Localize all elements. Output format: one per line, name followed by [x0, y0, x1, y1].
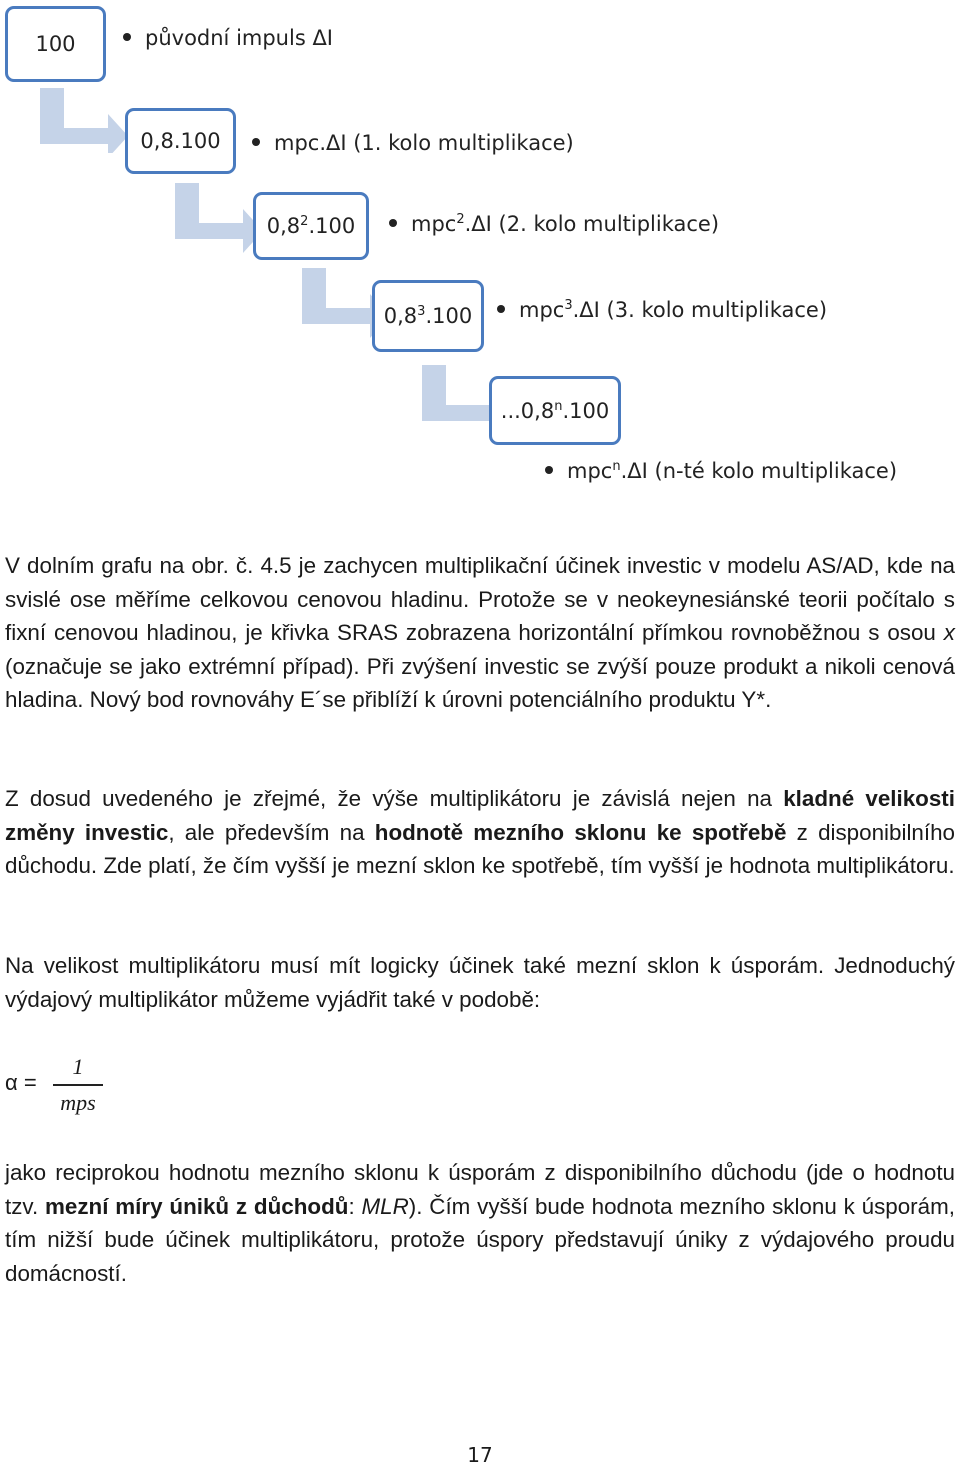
- step-label-2: mpc$^2$.ΔI (2. kolo multiplikace): [389, 212, 719, 236]
- step-box-4: [489, 376, 621, 445]
- step-box-2-text: $0,8^2.100$: [266, 214, 356, 238]
- step-label-4: mpc$^n$.ΔI (n-té kolo multiplikace): [545, 459, 897, 483]
- step-box-1-text: 0,8.100: [140, 129, 221, 153]
- page-number: 17: [467, 1443, 493, 1467]
- formula-fraction: [53, 1052, 103, 1118]
- step-arrow-2: [175, 183, 265, 253]
- paragraph-3: Na velikost multiplikátoru musí mít logicky účinek také mezní sklon k úsporám. Jednoduchý výdajový multiplikátor můžeme vyjádřit také v podobě:: [5, 953, 955, 1012]
- bullet-icon: [252, 138, 260, 146]
- step-box-1: [125, 108, 236, 174]
- paragraph-1: V dolním grafu na obr. č. 4.5 je zachycen multiplikační účinek investic v modelu AS/AD, kde na svislé ose měříme celkovou cenovou hladinu. Protože se v neokeynesiánské teorii počítalo s fixní cenovou hladinou, je křivka SRAS zobrazena horizontální přímkou rovnoběžnou s osou x (označuje se jako extrémní případ). Při zvýšení investic se zvýší pouze produkt a nikoli cenová hladina. Nový bod rovnováhy E´se přiblíží k úrovni potenciálního produktu Y*.: [5, 553, 955, 712]
- step-arrow-1: [40, 88, 130, 153]
- step-box-2: [253, 192, 369, 260]
- bullet-icon: [545, 466, 553, 474]
- step-box-0-text: 100: [35, 32, 76, 56]
- step-box-3-text: $0,8^3.100$: [383, 304, 473, 328]
- bullet-icon: [389, 219, 397, 227]
- step-label-3: mpc$^3$.ΔI (3. kolo multiplikace): [497, 298, 827, 322]
- paragraph-4: jako reciprokou hodnotu mezního sklonu k úsporám z disponibilního důchodu (jde o hodnotu tzv. mezní míry úniků z důchodů: MLR). Čím vyšší bude hodnota mezního sklonu k úsporám, tím nižší bude účinek multiplikátoru, protože úspory představují úniky z výdajového proudu domácností.: [5, 1160, 955, 1286]
- step-label-0: původní impuls ΔI: [123, 26, 333, 50]
- formula-numerator: 1: [72, 1054, 84, 1079]
- step-box-0: [5, 6, 106, 82]
- step-box-3: [372, 280, 484, 352]
- bullet-icon: [123, 33, 131, 41]
- step-box-4-text: ...0,8$^n$.100: [500, 398, 610, 423]
- formula-lhs: α =: [5, 1070, 37, 1095]
- formula-denominator: mps: [60, 1089, 96, 1115]
- bullet-icon: [497, 305, 505, 313]
- paragraph-2: Z dosud uvedeného je zřejmé, že výše multiplikátoru je závislá nejen na kladné velikosti změny investic, ale především na hodnotě mezního sklonu ke spotřebě z disponibilního důchodu. Zde platí, že čím vyšší je mezní sklon ke spotřebě, tím vyšší je hodnota multiplikátoru.: [5, 786, 955, 878]
- step-label-1: mpc.ΔI (1. kolo multiplikace): [252, 131, 574, 155]
- fraction-bar: [53, 1084, 103, 1086]
- multiplier-diagram: [0, 0, 960, 500]
